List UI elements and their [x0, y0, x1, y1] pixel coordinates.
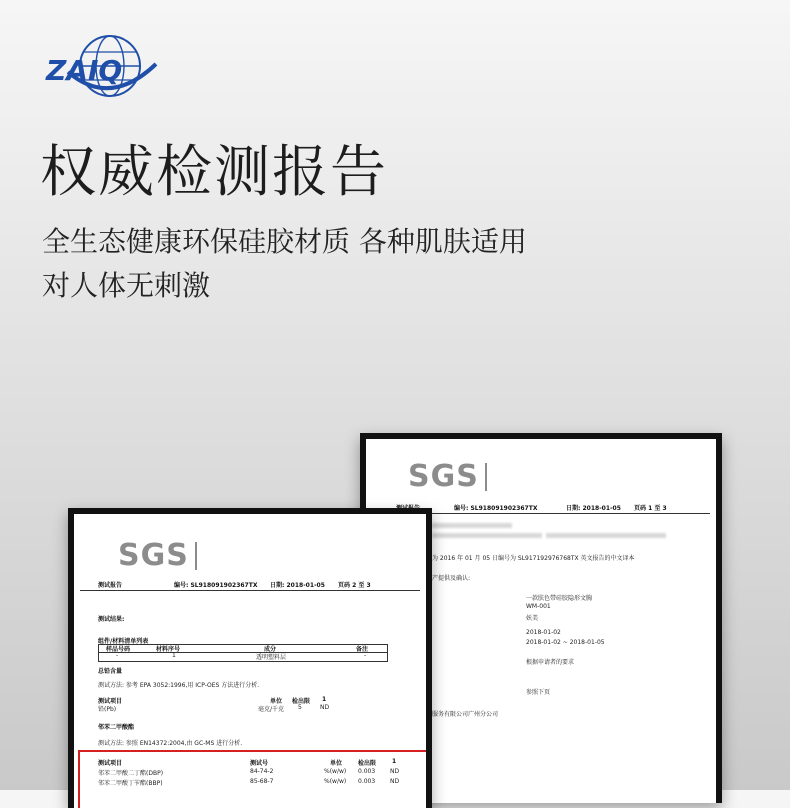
- front-header-date: 日期: 2018-01-05: [270, 582, 325, 589]
- front-ph-col-0: 测试项目: [98, 760, 123, 767]
- back-line-8: 参照下页: [526, 689, 551, 696]
- front-list-col-0: 样品号码: [106, 646, 131, 653]
- front-ph-r0-c0: 邻苯二甲酸二丁酯(DBP): [98, 770, 164, 777]
- back-line-7: 根据申请者的要求: [526, 659, 575, 666]
- back-line-1: 产提供及确认:: [432, 575, 471, 582]
- front-lead-cell-2: 5: [298, 704, 302, 711]
- back-line-0: 为 2016 年 01 月 05 日编号为 SL917192976768TX 英文报告的中文译本: [432, 555, 635, 562]
- back-header-date: 日期: 2018-01-05: [566, 505, 621, 512]
- front-list-col-2: 成分: [264, 646, 277, 653]
- subtitle-line-2: 对人体无刺激: [42, 269, 211, 302]
- front-ph-r1-c1: 85-68-7: [250, 778, 274, 785]
- back-line-9: 服务有限公司广州分公司: [432, 711, 499, 718]
- front-list-col-3: 备注: [356, 646, 369, 653]
- front-list-cell-2: 透明塑料层: [256, 654, 287, 661]
- front-lead-cell-3: ND: [320, 704, 330, 711]
- front-ph-r1-c0: 邻苯二甲酸丁苄酯(BBP): [98, 780, 163, 787]
- front-ph-r0-c3: 0.003: [358, 768, 376, 775]
- front-list-cell-3: -: [364, 652, 367, 659]
- subtitle: [42, 220, 527, 308]
- front-lead-col-3: 1: [322, 696, 327, 703]
- front-lead-cell-0: 铅(Pb): [98, 706, 117, 713]
- front-list-cell-1: 1: [172, 652, 176, 659]
- front-report-frame: [68, 508, 432, 808]
- back-line-3: WM-001: [526, 603, 551, 610]
- front-divider: [80, 590, 420, 591]
- back-header-page: 页码 1 至 3: [634, 505, 667, 512]
- front-ph-col-4: 1: [392, 758, 397, 765]
- front-sgs-logo: SGS: [118, 538, 189, 573]
- back-line-5: 2018-01-02: [526, 629, 561, 636]
- front-ph-col-2: 单位: [330, 760, 343, 767]
- front-phthalate-title: 邻苯二甲酸酯: [98, 724, 135, 731]
- back-line-4: 妖美: [526, 615, 539, 622]
- front-header-label: 测试报告: [98, 582, 123, 589]
- front-ph-col-3: 检出限: [358, 760, 377, 767]
- back-line-6: 2018-01-02 ~ 2018-01-05: [526, 639, 605, 646]
- front-ph-r1-c3: 0.003: [358, 778, 376, 785]
- front-ph-r1-c2: %(w/w): [324, 778, 347, 785]
- back-redacted-3: [546, 533, 666, 538]
- front-lead-title: 总铅含量: [98, 668, 123, 675]
- front-report-paper: [74, 514, 426, 808]
- front-header-number: 编号: SL918091902367TX: [174, 582, 258, 589]
- front-lead-cell-1: 毫克/千克: [258, 706, 285, 713]
- front-ph-r1-c4: ND: [390, 778, 400, 785]
- front-ph-col-1: 测试号: [250, 760, 269, 767]
- front-result-label: 测试结果:: [98, 616, 125, 623]
- front-list-table: [98, 644, 388, 662]
- front-list-cell-0: -: [116, 652, 119, 659]
- back-line-2: 一款肤色带硅胶隐形文胸: [526, 595, 593, 602]
- front-lead-col-0: 测试项目: [98, 698, 123, 705]
- back-redacted-1: [432, 523, 512, 528]
- front-lead-method: 测试方法: 参考 EPA 3052:1996,用 ICP-OES 方法进行分析.: [98, 682, 260, 689]
- front-ph-r0-c2: %(w/w): [324, 768, 347, 775]
- front-lead-col-2: 检出限: [292, 698, 311, 705]
- front-ph-r0-c4: ND: [390, 768, 400, 775]
- front-lead-col-1: 单位: [270, 698, 283, 705]
- front-phthalate-method: 测试方法: 参照 EN14372:2004,由 GC-MS 进行分析.: [98, 740, 243, 747]
- front-header-page: 页码 2 至 3: [338, 582, 371, 589]
- subtitle-line-1: 全生态健康环保硅胶材质 各种肌肤适用: [42, 225, 527, 258]
- back-redacted-2: [432, 533, 542, 538]
- front-list-title: 组件/材料清单列表: [98, 638, 149, 645]
- back-sgs-logo: SGS: [408, 459, 479, 494]
- back-header-number: 编号: SL918091902367TX: [454, 505, 538, 512]
- front-ph-r0-c1: 84-74-2: [250, 768, 274, 775]
- front-list-col-1: 材料序号: [156, 646, 181, 653]
- page-title: 权威检测报告: [40, 140, 388, 205]
- logo-text: ZAIQ: [46, 54, 123, 87]
- zaiq-logo: [38, 28, 188, 108]
